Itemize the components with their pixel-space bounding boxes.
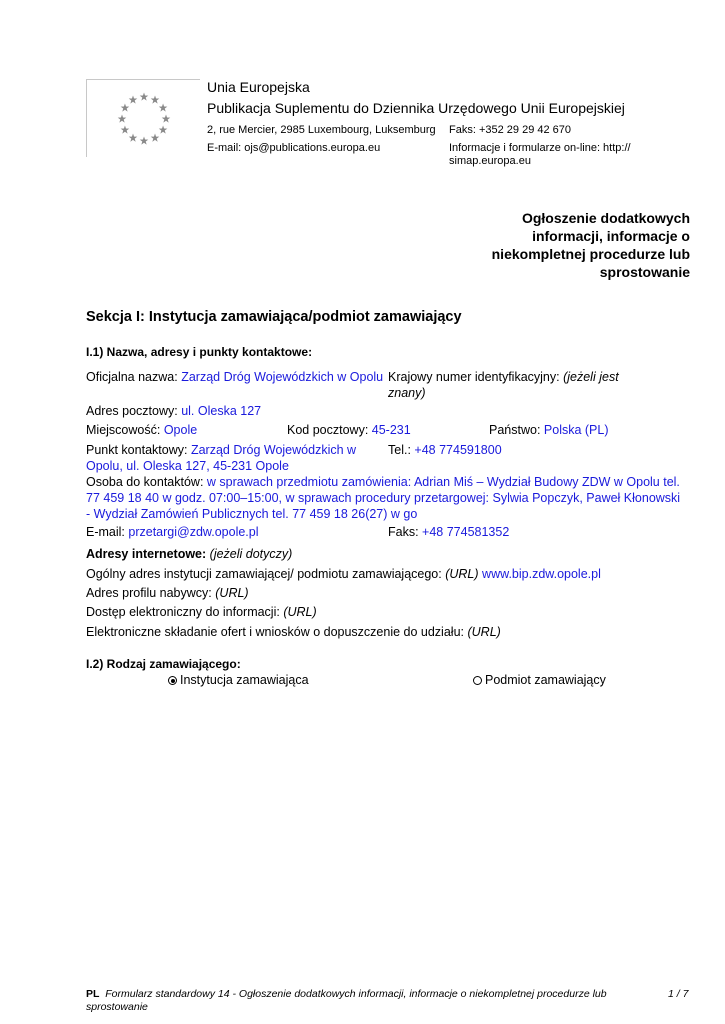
city-label: Miejscowość:	[86, 423, 161, 437]
general-address-value[interactable]: www.bip.zdw.opole.pl	[482, 567, 601, 581]
telephone-label: Tel.:	[388, 443, 411, 457]
star-icon	[121, 104, 130, 112]
email-value[interactable]: przetargi@zdw.opole.pl	[128, 525, 259, 539]
email-row	[86, 524, 259, 540]
radio-selected-icon	[168, 676, 177, 685]
contact-point-label: Punkt kontaktowy:	[86, 443, 188, 457]
url-hint: (URL)	[445, 567, 479, 581]
country-label: Państwo:	[489, 423, 541, 437]
national-id-label: Krajowy numer identyfikacyjny:	[388, 370, 560, 384]
national-id-row	[388, 369, 648, 401]
telephone-row	[388, 442, 502, 458]
electronic-access-row	[86, 604, 317, 620]
national-id-hint: (jeżeli jest znany)	[388, 370, 619, 400]
postal-address-value: ul. Oleska 127	[181, 404, 262, 418]
option-contracting-entity	[473, 672, 606, 688]
subsection-title-i1: I.1) Nazwa, adresy i punkty kontaktowe:	[86, 345, 313, 359]
official-name-label: Oficjalna nazwa:	[86, 370, 178, 384]
header-address: 2, rue Mercier, 2985 Luxembourg, Luksemburg	[207, 124, 436, 136]
contact-point-row	[86, 442, 376, 474]
header-fax: Faks: +352 29 29 42 670	[449, 124, 572, 136]
contact-person-value: w sprawach przedmiotu zamówienia: Adrian Miś – Wydział Budowy ZDW w Opolu tel. 77 459 18 40 w godz. 07:00–15:00, w sprawach procedury przetargowej: Sylwia Popczyk, Paweł Kłonowski - Wydział Zamówień Publicznych tel. 77 459 18 26(27) w go	[86, 475, 681, 521]
star-icon	[151, 95, 160, 103]
buyer-profile-label: Adres profilu nabywcy:	[86, 586, 212, 600]
option-contracting-authority	[168, 672, 309, 688]
star-icon	[140, 93, 149, 101]
internet-addresses-label: Adresy internetowe:	[86, 547, 207, 561]
zip-label: Kod pocztowy:	[287, 423, 369, 437]
city-row	[86, 422, 197, 438]
contact-person-row	[86, 474, 686, 522]
internet-addresses-hint: (jeżeli dotyczy)	[209, 547, 293, 561]
official-name-value: Zarząd Dróg Wojewódzkich w Opolu	[181, 370, 384, 384]
star-icon	[151, 134, 160, 142]
star-icon	[118, 115, 127, 123]
internet-addresses-row	[86, 546, 292, 562]
section-title: Sekcja I: Instytucja zamawiająca/podmiot zamawiający	[86, 309, 462, 325]
header-email: E-mail: ojs@publications.europa.eu	[207, 142, 381, 154]
url-hint: (URL)	[283, 605, 317, 619]
star-icon	[121, 126, 130, 134]
star-icon	[159, 126, 168, 134]
postal-address-label: Adres pocztowy:	[86, 404, 178, 418]
fax-value: +48 774581352	[422, 525, 510, 539]
star-icon	[140, 137, 149, 145]
url-hint: (URL)	[467, 625, 501, 639]
radio-empty-icon	[473, 676, 482, 685]
star-icon	[129, 95, 138, 103]
fax-label: Faks:	[388, 525, 419, 539]
country-row	[489, 422, 609, 438]
zip-value: 45-231	[371, 423, 411, 437]
official-name-row	[86, 369, 386, 385]
page-number: 1 / 7	[668, 988, 689, 1000]
telephone-value: +48 774591800	[414, 443, 502, 457]
postal-address-row	[86, 403, 261, 419]
contact-point-value: Zarząd Dróg Wojewódzkich w Opolu, ul. Oleska 127, 45-231 Opole	[86, 443, 357, 473]
star-icon	[162, 115, 171, 123]
header-info: Informacje i formularze on-line: http:// simap.europa.eu	[449, 142, 631, 167]
city-value: Opole	[163, 423, 198, 437]
subsection-title-i2: I.2) Rodzaj zamawiającego:	[86, 657, 241, 671]
star-icon	[159, 104, 168, 112]
email-label: E-mail:	[86, 525, 125, 539]
header-publication: Publikacja Suplementu do Dziennika Urzędowego Unii Europejskiej	[207, 100, 625, 116]
general-address-row	[86, 566, 601, 582]
document-title: Ogłoszenie dodatkowych informacji, informacje o niekompletnej procedurze lub sprostowanie	[491, 210, 690, 280]
fax-row	[388, 524, 509, 540]
header-org: Unia Europejska	[207, 79, 310, 95]
zip-row	[287, 422, 411, 438]
general-address-label: Ogólny adres instytucji zamawiającej/ podmiotu zamawiającego:	[86, 567, 442, 581]
option-label: Podmiot zamawiający	[485, 673, 606, 687]
star-icon	[129, 134, 138, 142]
page-footer	[86, 988, 646, 1014]
buyer-profile-row	[86, 585, 249, 601]
option-label: Instytucja zamawiająca	[180, 673, 309, 687]
electronic-submission-label: Elektroniczne składanie ofert i wniosków o dopuszczenie do udziału:	[86, 625, 464, 639]
eu-flag-stars-icon	[86, 79, 200, 157]
footer-text: Formularz standardowy 14 - Ogłoszenie dodatkowych informacji, informacje o niekompletnej procedurze lub sprostowanie	[86, 988, 607, 1013]
footer-lang: PL	[86, 988, 100, 1000]
electronic-submission-row	[86, 624, 501, 640]
country-value: Polska (PL)	[543, 423, 609, 437]
electronic-access-label: Dostęp elektroniczny do informacji:	[86, 605, 280, 619]
url-hint: (URL)	[215, 586, 249, 600]
contact-person-label: Osoba do kontaktów:	[86, 475, 204, 489]
